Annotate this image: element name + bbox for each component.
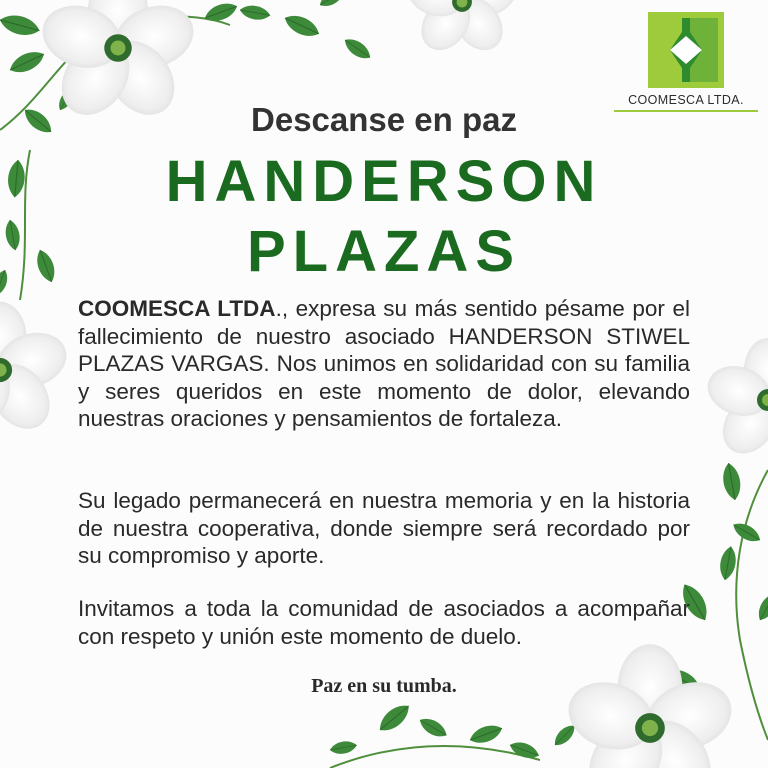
closing-line: Paz en su tumba. [311,675,457,697]
organization-name: COOMESCA LTDA [78,296,276,321]
subtitle: Descanse en paz [251,101,517,138]
paragraph-condolence-text: ., expresa su más sentido pésame por el fallecimiento de nuestro asociado HANDERSON STIWEL PLAZAS VARGAS. Nos unimos en solidaridad con su familia y seres queridos en este momento de dolor, elevando nuestras oraciones y pensamientos de fortaleza. [78,296,690,431]
deceased-name-line-1: HANDERSON [165,149,603,214]
white-flower-icon [701,338,768,464]
white-flower-icon [0,302,74,441]
logo-mark-icon [648,12,724,88]
paragraph-invitation: Invitamos a toda la comunidad de asociados a acompañar con respeto y unión este momento de duelo. [78,596,690,649]
company-logo [612,10,760,114]
white-flower-icon [402,0,522,60]
paragraph-condolence [78,295,690,433]
paragraph-legacy: Su legado permanecerá en nuestra memoria y en la historia de nuestra cooperativa, donde siempre será recordado por su compromiso y aporte. [78,488,690,568]
white-flower-icon [560,644,740,768]
deceased-name-line-2: PLAZAS [247,219,521,284]
logo-text: COOMESCA LTDA. [628,93,744,107]
